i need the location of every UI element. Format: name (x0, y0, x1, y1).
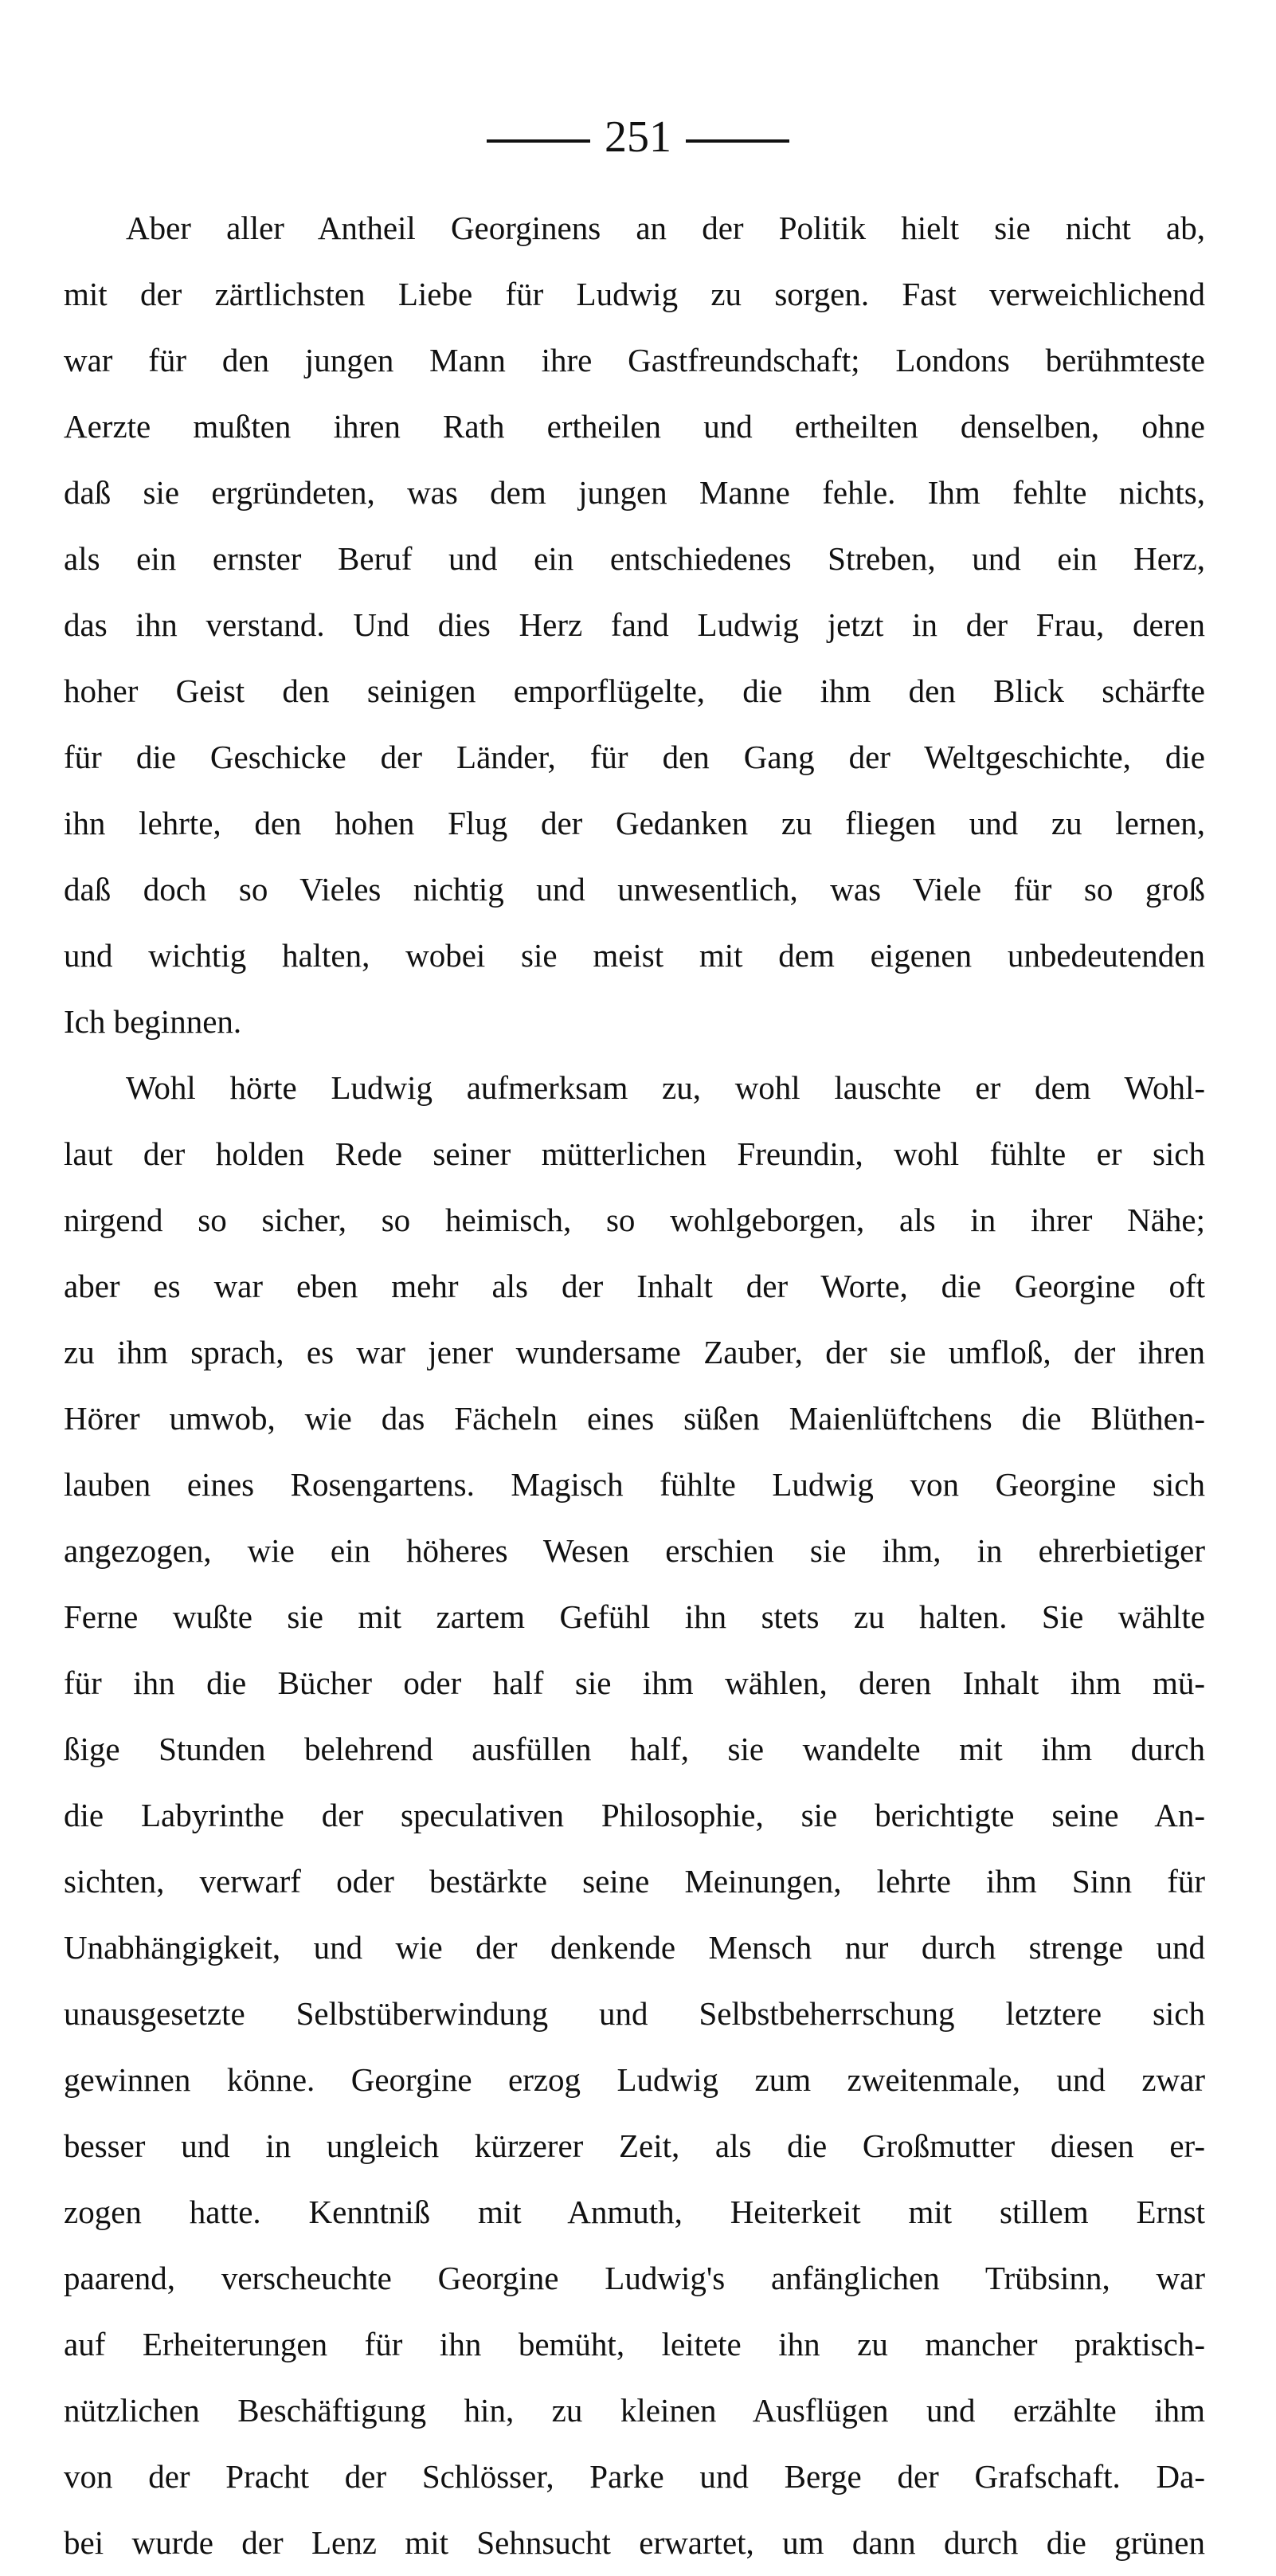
text-line: Unabhängigkeit, und wie der denkende Mensch nur durch strenge und (64, 1929, 1205, 1966)
text-line: von der Pracht der Schlösser, Parke und Berge der Grafschaft. Da- (64, 2458, 1205, 2495)
text-line: das ihn verstand. Und dies Herz fand Ludwig jetzt in der Frau, deren (64, 606, 1205, 643)
text-line: unausgesetzte Selbstüberwindung und Selbstbeherrschung letztere sich (64, 1995, 1205, 2032)
header-dash-left (487, 139, 590, 143)
page-number: 251 (605, 112, 671, 162)
text-line: nirgend so sicher, so heimisch, so wohlgeborgen, als in ihrer Nähe; (64, 1202, 1205, 1238)
text-line: für die Geschicke der Länder, für den Gang der Weltgeschichte, die (64, 739, 1205, 775)
text-line: ßige Stunden belehrend ausfüllen half, sie wandelte mit ihm durch (64, 1731, 1205, 1767)
text-line: sichten, verwarf oder bestärkte seine Meinungen, lehrte ihm Sinn für (64, 1863, 1205, 1900)
text-line: Hörer umwob, wie das Fächeln eines süßen Maienlüftchens die Blüthen- (64, 1400, 1205, 1437)
text-line: bei wurde der Lenz mit Sehnsucht erwartet, um dann durch die grünen (64, 2524, 1205, 2561)
text-line: aber es war eben mehr als der Inhalt der Worte, die Georgine oft (64, 1268, 1205, 1304)
text-line: gewinnen könne. Georgine erzog Ludwig zum zweitenmale, und zwar (64, 2061, 1205, 2098)
text-line: zogen hatte. Kenntniß mit Anmuth, Heiterkeit mit stillem Ernst (64, 2194, 1205, 2230)
page-header (0, 112, 1276, 163)
text-line: ihn lehrte, den hohen Flug der Gedanken zu fliegen und zu lernen, (64, 805, 1205, 841)
text-line: Wohl hörte Ludwig aufmerksam zu, wohl lauschte er dem Wohl- (126, 1069, 1205, 1106)
text-line: Ich beginnen. (64, 1003, 242, 1040)
text-line: und wichtig halten, wobei sie meist mit dem eigenen unbedeutenden (64, 937, 1205, 974)
text-line: die Labyrinthe der speculativen Philosophie, sie berichtigte seine An- (64, 1797, 1205, 1833)
text-line: mit der zärtlichsten Liebe für Ludwig zu sorgen. Fast verweichlichend (64, 276, 1205, 312)
text-line: laut der holden Rede seiner mütterlichen Freundin, wohl fühlte er sich (64, 1135, 1205, 1172)
text-line: zu ihm sprach, es war jener wundersame Zauber, der sie umfloß, der ihren (64, 1334, 1205, 1370)
text-line: für ihn die Bücher oder half sie ihm wählen, deren Inhalt ihm mü- (64, 1664, 1205, 1701)
text-line: war für den jungen Mann ihre Gastfreundschaft; Londons berühmteste (64, 342, 1205, 378)
body-text (64, 195, 1205, 2576)
text-line: als ein ernster Beruf und ein entschiedenes Streben, und ein Herz, (64, 540, 1205, 577)
text-line: besser und in ungleich kürzerer Zeit, als die Großmutter diesen er- (64, 2127, 1205, 2164)
text-line: hoher Geist den seinigen emporflügelte, die ihm den Blick schärfte (64, 672, 1205, 709)
text-line: nützlichen Beschäftigung hin, zu kleinen Ausflügen und erzählte ihm (64, 2392, 1205, 2429)
text-line: daß sie ergründeten, was dem jungen Manne fehle. Ihm fehlte nichts, (64, 474, 1205, 511)
header-dash-right (686, 139, 789, 143)
text-line: Ferne wußte sie mit zartem Gefühl ihn stets zu halten. Sie wählte (64, 1598, 1205, 1635)
text-line: daß doch so Vieles nichtig und unwesentlich, was Viele für so groß (64, 871, 1205, 908)
text-line: paarend, verscheuchte Georgine Ludwig's anfänglichen Trübsinn, war (64, 2260, 1205, 2296)
text-line: auf Erheiterungen für ihn bemüht, leitete ihn zu mancher praktisch- (64, 2326, 1205, 2362)
text-line: angezogen, wie ein höheres Wesen erschien sie ihm, in ehrerbietiger (64, 1532, 1205, 1569)
text-line: Aerzte mußten ihren Rath ertheilen und ertheilten denselben, ohne (64, 408, 1205, 445)
text-line: lauben eines Rosengartens. Magisch fühlte Ludwig von Georgine sich (64, 1466, 1205, 1503)
text-line: Aber aller Antheil Georginens an der Politik hielt sie nicht ab, (126, 210, 1205, 246)
